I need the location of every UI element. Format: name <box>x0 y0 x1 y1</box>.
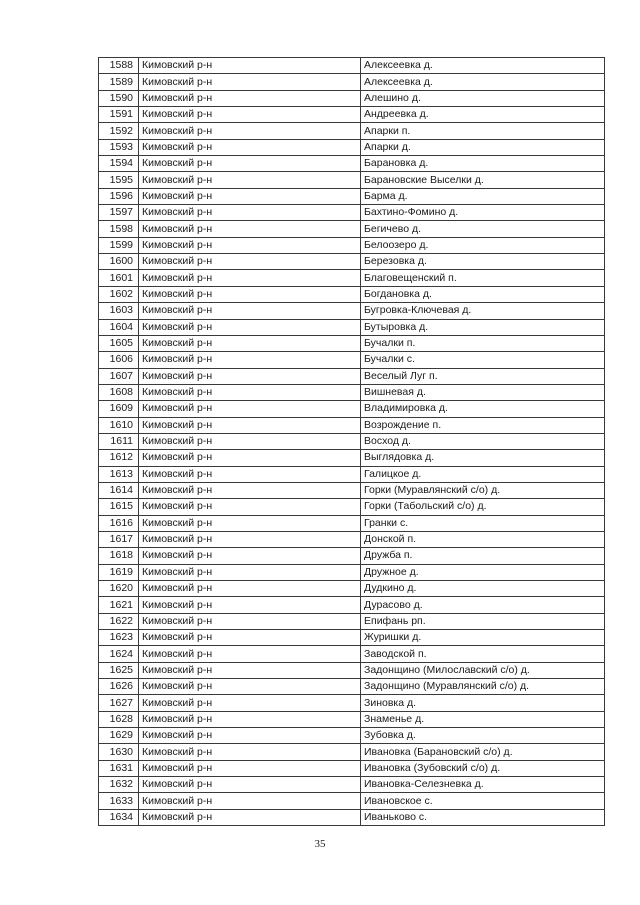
table-row <box>99 450 605 466</box>
row-number-cell: 1621 <box>99 597 139 613</box>
table-row <box>99 417 605 433</box>
district-cell: Кимовский р-н <box>139 188 361 204</box>
table-row <box>99 221 605 237</box>
table-row <box>99 613 605 629</box>
row-number-cell: 1596 <box>99 188 139 204</box>
row-number-cell: 1605 <box>99 335 139 351</box>
district-cell: Кимовский р-н <box>139 139 361 155</box>
table-row <box>99 662 605 678</box>
row-number-cell: 1591 <box>99 107 139 123</box>
table-row <box>99 107 605 123</box>
row-number-cell: 1600 <box>99 254 139 270</box>
row-number-cell: 1626 <box>99 679 139 695</box>
district-cell: Кимовский р-н <box>139 319 361 335</box>
locality-cell: Бучалки п. <box>361 335 605 351</box>
row-number-cell: 1588 <box>99 58 139 74</box>
row-number-cell: 1598 <box>99 221 139 237</box>
district-cell: Кимовский р-н <box>139 777 361 793</box>
district-cell: Кимовский р-н <box>139 74 361 90</box>
district-cell: Кимовский р-н <box>139 793 361 809</box>
locality-cell: Галицкое д. <box>361 466 605 482</box>
table-row <box>99 254 605 270</box>
locality-cell: Владимировка д. <box>361 401 605 417</box>
locality-cell: Богдановка д. <box>361 286 605 302</box>
row-number-cell: 1589 <box>99 74 139 90</box>
locality-cell: Возрождение п. <box>361 417 605 433</box>
row-number-cell: 1622 <box>99 613 139 629</box>
locality-cell: Епифань рп. <box>361 613 605 629</box>
table-row <box>99 793 605 809</box>
locality-cell: Дружное д. <box>361 564 605 580</box>
table-row <box>99 352 605 368</box>
table-row <box>99 433 605 449</box>
row-number-cell: 1634 <box>99 809 139 825</box>
table-row <box>99 564 605 580</box>
table-row <box>99 270 605 286</box>
table-row <box>99 597 605 613</box>
table-row <box>99 319 605 335</box>
row-number-cell: 1599 <box>99 237 139 253</box>
district-cell: Кимовский р-н <box>139 237 361 253</box>
district-cell: Кимовский р-н <box>139 107 361 123</box>
locality-cell: Апарки п. <box>361 123 605 139</box>
locality-cell: Бахтино-Фомино д. <box>361 205 605 221</box>
district-cell: Кимовский р-н <box>139 205 361 221</box>
district-cell: Кимовский р-н <box>139 548 361 564</box>
row-number-cell: 1593 <box>99 139 139 155</box>
locality-cell: Дудкино д. <box>361 581 605 597</box>
table-row <box>99 172 605 188</box>
row-number-cell: 1623 <box>99 630 139 646</box>
district-cell: Кимовский р-н <box>139 760 361 776</box>
locality-cell: Зиновка д. <box>361 695 605 711</box>
table-row <box>99 384 605 400</box>
district-cell: Кимовский р-н <box>139 613 361 629</box>
table-row <box>99 760 605 776</box>
locality-cell: Бутыровка д. <box>361 319 605 335</box>
table-row <box>99 205 605 221</box>
row-number-cell: 1597 <box>99 205 139 221</box>
district-cell: Кимовский р-н <box>139 695 361 711</box>
row-number-cell: 1601 <box>99 270 139 286</box>
table-row <box>99 809 605 825</box>
district-cell: Кимовский р-н <box>139 433 361 449</box>
table-row <box>99 646 605 662</box>
table-row <box>99 630 605 646</box>
locality-cell: Березовка д. <box>361 254 605 270</box>
row-number-cell: 1594 <box>99 156 139 172</box>
locality-table-body <box>99 58 605 826</box>
row-number-cell: 1609 <box>99 401 139 417</box>
district-cell: Кимовский р-н <box>139 335 361 351</box>
district-cell: Кимовский р-н <box>139 417 361 433</box>
district-cell: Кимовский р-н <box>139 662 361 678</box>
table-row <box>99 123 605 139</box>
row-number-cell: 1619 <box>99 564 139 580</box>
district-cell: Кимовский р-н <box>139 728 361 744</box>
locality-cell: Дружба п. <box>361 548 605 564</box>
row-number-cell: 1592 <box>99 123 139 139</box>
locality-cell: Барма д. <box>361 188 605 204</box>
district-cell: Кимовский р-н <box>139 90 361 106</box>
table-row <box>99 728 605 744</box>
row-number-cell: 1610 <box>99 417 139 433</box>
row-number-cell: 1628 <box>99 711 139 727</box>
table-row <box>99 90 605 106</box>
table-row <box>99 58 605 74</box>
district-cell: Кимовский р-н <box>139 466 361 482</box>
locality-cell: Восход д. <box>361 433 605 449</box>
row-number-cell: 1595 <box>99 172 139 188</box>
locality-cell: Вишневая д. <box>361 384 605 400</box>
locality-cell: Бегичево д. <box>361 221 605 237</box>
locality-cell: Горки (Табольский с/о) д. <box>361 499 605 515</box>
locality-cell: Горки (Муравлянский с/о) д. <box>361 482 605 498</box>
table-row <box>99 237 605 253</box>
row-number-cell: 1611 <box>99 433 139 449</box>
district-cell: Кимовский р-н <box>139 270 361 286</box>
table-row <box>99 401 605 417</box>
row-number-cell: 1630 <box>99 744 139 760</box>
locality-cell: Выглядовка д. <box>361 450 605 466</box>
district-cell: Кимовский р-н <box>139 368 361 384</box>
row-number-cell: 1633 <box>99 793 139 809</box>
table-row <box>99 695 605 711</box>
district-cell: Кимовский р-н <box>139 254 361 270</box>
district-cell: Кимовский р-н <box>139 58 361 74</box>
row-number-cell: 1602 <box>99 286 139 302</box>
row-number-cell: 1612 <box>99 450 139 466</box>
page-number: 35 <box>314 838 326 850</box>
locality-cell: Дурасово д. <box>361 597 605 613</box>
district-cell: Кимовский р-н <box>139 221 361 237</box>
locality-cell: Барановские Выселки д. <box>361 172 605 188</box>
locality-cell: Зубовка д. <box>361 728 605 744</box>
locality-cell: Донской п. <box>361 531 605 547</box>
table-row <box>99 679 605 695</box>
district-cell: Кимовский р-н <box>139 711 361 727</box>
row-number-cell: 1631 <box>99 760 139 776</box>
table-row <box>99 711 605 727</box>
district-cell: Кимовский р-н <box>139 564 361 580</box>
row-number-cell: 1616 <box>99 515 139 531</box>
locality-cell: Ивановское с. <box>361 793 605 809</box>
locality-table <box>98 57 605 826</box>
locality-cell: Ивановка-Селезневка д. <box>361 777 605 793</box>
table-row <box>99 466 605 482</box>
row-number-cell: 1607 <box>99 368 139 384</box>
table-row <box>99 499 605 515</box>
locality-cell: Ивановка (Зубовский с/о) д. <box>361 760 605 776</box>
table-row <box>99 531 605 547</box>
table-row <box>99 777 605 793</box>
row-number-cell: 1606 <box>99 352 139 368</box>
district-cell: Кимовский р-н <box>139 597 361 613</box>
district-cell: Кимовский р-н <box>139 303 361 319</box>
district-cell: Кимовский р-н <box>139 450 361 466</box>
locality-cell: Заводской п. <box>361 646 605 662</box>
locality-cell: Журишки д. <box>361 630 605 646</box>
row-number-cell: 1614 <box>99 482 139 498</box>
row-number-cell: 1608 <box>99 384 139 400</box>
locality-cell: Гранки с. <box>361 515 605 531</box>
row-number-cell: 1613 <box>99 466 139 482</box>
table-row <box>99 335 605 351</box>
locality-cell: Андреевка д. <box>361 107 605 123</box>
row-number-cell: 1624 <box>99 646 139 662</box>
row-number-cell: 1604 <box>99 319 139 335</box>
district-cell: Кимовский р-н <box>139 286 361 302</box>
locality-cell: Задонщино (Муравлянский с/о) д. <box>361 679 605 695</box>
table-row <box>99 139 605 155</box>
row-number-cell: 1625 <box>99 662 139 678</box>
district-cell: Кимовский р-н <box>139 531 361 547</box>
district-cell: Кимовский р-н <box>139 482 361 498</box>
locality-cell: Барановка д. <box>361 156 605 172</box>
table-row <box>99 548 605 564</box>
district-cell: Кимовский р-н <box>139 499 361 515</box>
row-number-cell: 1620 <box>99 581 139 597</box>
district-cell: Кимовский р-н <box>139 744 361 760</box>
locality-cell: Апарки д. <box>361 139 605 155</box>
district-cell: Кимовский р-н <box>139 401 361 417</box>
district-cell: Кимовский р-н <box>139 352 361 368</box>
row-number-cell: 1632 <box>99 777 139 793</box>
locality-cell: Алексеевка д. <box>361 74 605 90</box>
locality-cell: Веселый Луг п. <box>361 368 605 384</box>
locality-cell: Алешино д. <box>361 90 605 106</box>
locality-cell: Бугровка-Ключевая д. <box>361 303 605 319</box>
locality-cell: Бучалки с. <box>361 352 605 368</box>
district-cell: Кимовский р-н <box>139 515 361 531</box>
district-cell: Кимовский р-н <box>139 679 361 695</box>
table-row <box>99 368 605 384</box>
district-cell: Кимовский р-н <box>139 172 361 188</box>
table-row <box>99 156 605 172</box>
locality-cell: Иваньково с. <box>361 809 605 825</box>
locality-cell: Белоозеро д. <box>361 237 605 253</box>
table-row <box>99 303 605 319</box>
table-row <box>99 744 605 760</box>
locality-cell: Благовещенский п. <box>361 270 605 286</box>
row-number-cell: 1617 <box>99 531 139 547</box>
row-number-cell: 1615 <box>99 499 139 515</box>
table-row <box>99 188 605 204</box>
district-cell: Кимовский р-н <box>139 581 361 597</box>
row-number-cell: 1603 <box>99 303 139 319</box>
district-cell: Кимовский р-н <box>139 384 361 400</box>
table-row <box>99 482 605 498</box>
table-row <box>99 581 605 597</box>
table-row <box>99 74 605 90</box>
table-row <box>99 515 605 531</box>
locality-cell: Алексеевка д. <box>361 58 605 74</box>
row-number-cell: 1627 <box>99 695 139 711</box>
district-cell: Кимовский р-н <box>139 809 361 825</box>
row-number-cell: 1629 <box>99 728 139 744</box>
district-cell: Кимовский р-н <box>139 156 361 172</box>
locality-cell: Ивановка (Барановский с/о) д. <box>361 744 605 760</box>
district-cell: Кимовский р-н <box>139 646 361 662</box>
locality-cell: Задонщино (Милославский с/о) д. <box>361 662 605 678</box>
table-row <box>99 286 605 302</box>
district-cell: Кимовский р-н <box>139 630 361 646</box>
row-number-cell: 1618 <box>99 548 139 564</box>
locality-cell: Знаменье д. <box>361 711 605 727</box>
district-cell: Кимовский р-н <box>139 123 361 139</box>
row-number-cell: 1590 <box>99 90 139 106</box>
